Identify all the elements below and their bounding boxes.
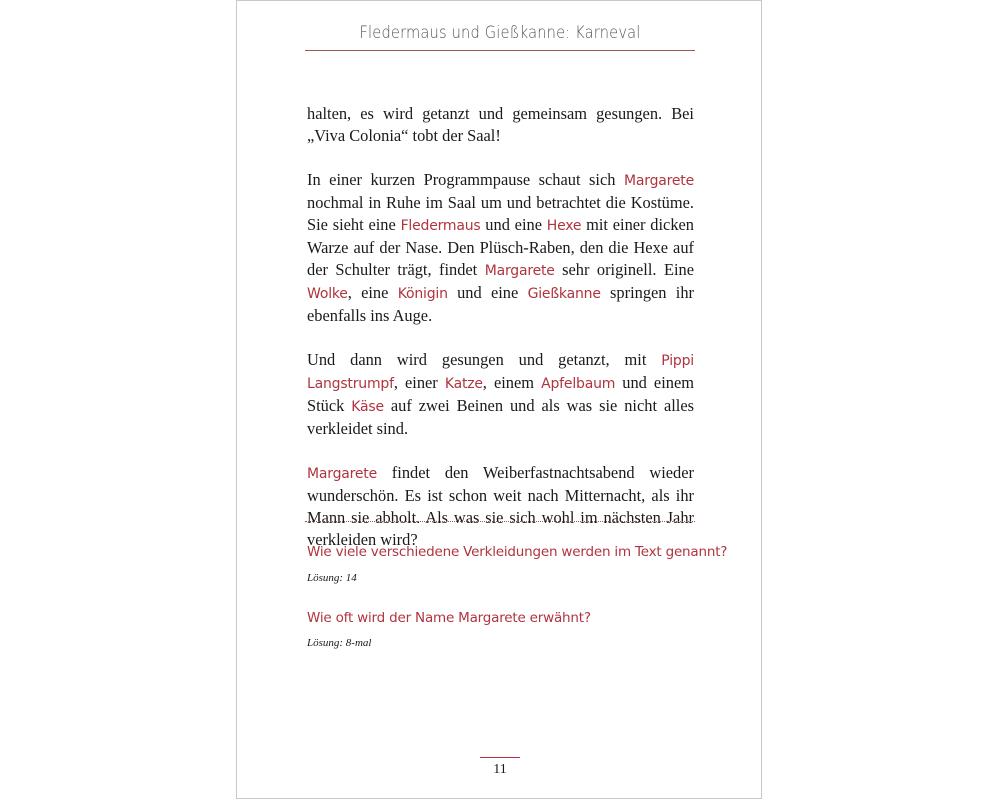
highlight-name-margarete: Margarete — [624, 173, 694, 189]
highlight-costume-pippi-langstrumpf: Pippi Langstrumpf — [307, 353, 694, 392]
highlight-costume-apfelbaum: Apfelbaum — [541, 376, 616, 392]
quiz-answer-2: Lösung: 8-mal — [307, 637, 372, 649]
quiz-question-2: Wie oft wird der Name Margarete erwähnt? — [307, 610, 591, 626]
text-run: In einer kurzen Programmpause schaut sich — [307, 170, 624, 189]
text-run: und eine — [480, 215, 547, 234]
highlight-costume-koenigin: Königin — [397, 286, 448, 302]
highlight-costume-fledermaus: Fledermaus — [400, 218, 481, 234]
text-run: mit einer dicken Warze auf der Nase. Den Plüsch-Raben, den die Hexe auf der Schulter trägt, findet — [307, 215, 694, 279]
highlight-name-margarete: Margarete — [484, 263, 555, 279]
text-run: auf zwei Beinen und als was sie nicht alles verkleidet sind. — [307, 396, 694, 438]
paragraph-3 — [307, 349, 694, 440]
text-run: nochmal in Ruhe im Saal um und betrachtet die Kostüme. Sie sieht eine — [307, 193, 694, 234]
header-divider — [305, 50, 695, 51]
highlight-costume-katze: Katze — [444, 376, 483, 392]
text-run: Und dann wird gesungen und getanzt, mit — [307, 350, 662, 369]
paragraph-1 — [307, 103, 694, 147]
body-text — [307, 103, 694, 573]
highlight-costume-wolke: Wolke — [307, 286, 348, 302]
highlight-costume-hexe: Hexe — [546, 218, 582, 234]
text-run: halten, es wird getanzt und gemeinsam gesungen. Bei „Viva Colonia“ tobt der Saal! — [307, 104, 694, 145]
text-run: sehr originell. Eine — [554, 260, 694, 279]
quiz-answer-1: Lösung: 14 — [307, 572, 357, 584]
text-run: , eine — [347, 283, 398, 302]
running-header-title: Fledermaus und Gießkanne: Karneval — [359, 23, 641, 43]
text-run: und einem Stück — [307, 373, 694, 415]
quiz-question-1: Wie viele verschiedene Verkleidungen werden im Text genannt? — [307, 544, 728, 560]
text-run: springen ihr ebenfalls ins Auge. — [307, 283, 694, 325]
text-run: und eine — [447, 283, 528, 302]
paragraph-4 — [307, 462, 694, 551]
text-run: findet den Weiberfastnachtsabend wieder wunderschön. Es ist schon weit nach Mitternacht, als ihr Mann sie abholt. Als was sie sich wohl im nächsten Jahr verkleiden wird? — [307, 463, 694, 549]
quiz-divider — [305, 521, 695, 522]
footer-divider — [480, 757, 520, 758]
paragraph-2 — [307, 169, 694, 327]
text-run: , einer — [393, 373, 445, 392]
page-number: 11 — [493, 762, 507, 777]
highlight-costume-kaese: Käse — [351, 399, 384, 415]
book-page — [236, 0, 762, 799]
highlight-costume-giesskanne: Gießkanne — [527, 286, 601, 302]
text-run: , einem — [482, 373, 542, 392]
highlight-name-margarete: Margarete — [307, 466, 377, 482]
